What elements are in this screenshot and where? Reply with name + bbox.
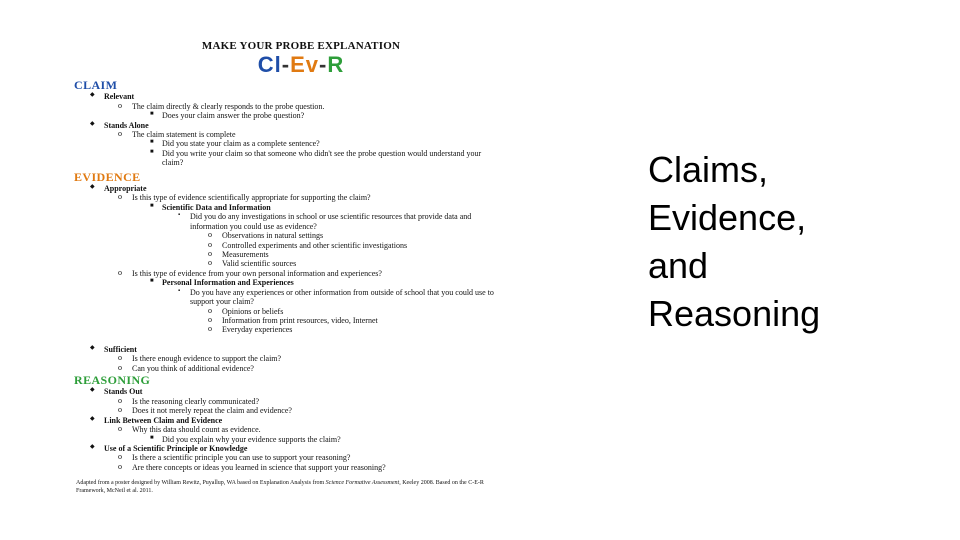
slide-title-line: Reasoning <box>648 293 821 334</box>
evidence-scientific-question: ▪ Did you do any investigations in school or use scientific resources that provide data and information you could use as evidence? <box>66 212 496 231</box>
claim-relevant-sub: o The claim directly & clearly responds to the probe question. <box>66 102 496 111</box>
reasoning-link: ◆ Link Between Claim and Evidence <box>66 416 496 425</box>
evidence-sci-item: o Controlled experiments and other scientific investigations <box>66 241 496 250</box>
evidence-sufficient-item: o Can you think of additional evidence? <box>66 364 496 373</box>
evidence-scientific-data: ■ Scientific Data and Information <box>66 203 496 212</box>
reasoning-list <box>66 387 496 472</box>
claim-sa-question-1: ■ Did you state your claim as a complete sentence? <box>66 139 496 148</box>
footer-line2: Keeley 2008. Based on the C-E-R Framework, McNeil et al. 2011. <box>76 480 484 494</box>
reasoning-principle: ◆ Use of a Scientific Principle or Knowledge <box>66 444 496 453</box>
cl-ev-r-logo: Cl-Ev-R <box>257 51 345 77</box>
evidence-appropriate: ◆ Appropriate <box>66 184 496 193</box>
slide-title-line: Evidence, <box>648 197 807 238</box>
evidence-personal-item: o Information from print resources, video, Internet <box>66 316 496 325</box>
claim-relevant: ◆ Relevant <box>66 92 496 101</box>
logo-cl: Cl <box>257 51 282 77</box>
reasoning-principle-item: o Is there a scientific principle you can use to support your reasoning? <box>66 453 496 462</box>
claim-relevant-question: ■ Does your claim answer the probe question? <box>66 111 496 120</box>
claim-list <box>66 92 496 168</box>
logo-ev: Ev <box>290 51 320 77</box>
reasoning-heading: REASONING <box>74 373 151 388</box>
claim-stands-alone-sub: o The claim statement is complete <box>66 130 496 139</box>
evidence-list <box>66 184 496 373</box>
handout-footer <box>76 480 496 495</box>
evidence-sufficient: ◆ Sufficient <box>66 345 496 354</box>
evidence-appropriate-sub: o Is this type of evidence scientifically appropriate for supporting the claim? <box>66 193 496 202</box>
footer-line1: Adapted from a poster designed by William Rewitz, Puyallup, WA based on Explanation Analysis from <box>76 480 325 487</box>
logo-r: R <box>327 51 345 77</box>
evidence-personal-sub: o Is this type of evidence from your own personal information and experiences? <box>66 269 496 278</box>
slide-title <box>648 146 948 338</box>
evidence-sufficient-item: o Is there enough evidence to support the claim? <box>66 354 496 363</box>
reasoning-so-item: o Does it not merely repeat the claim and evidence? <box>66 406 496 415</box>
reasoning-link-question: ■ Did you explain why your evidence supports the claim? <box>66 435 496 444</box>
evidence-personal-item: o Opinions or beliefs <box>66 307 496 316</box>
evidence-personal-item: o Everyday experiences <box>66 325 496 334</box>
evidence-personal-question: ▪ Do you have any experiences or other information from outside of school that you could use to support your claim? <box>66 288 496 307</box>
reasoning-link-sub: o Why this data should count as evidence. <box>66 425 496 434</box>
reasoning-stands-out: ◆ Stands Out <box>66 387 496 396</box>
claim-sa-question-2: ■ Did you write your claim so that someone who didn't see the probe question would understand your claim? <box>66 149 496 168</box>
claim-heading: CLAIM <box>74 78 118 93</box>
reasoning-principle-item: o Are there concepts or ideas you learned in science that support your reasoning? <box>66 463 496 472</box>
evidence-sci-item: o Observations in natural settings <box>66 231 496 240</box>
evidence-personal: ■ Personal Information and Experiences <box>66 278 496 287</box>
spacer <box>66 335 496 345</box>
cer-handout-image <box>66 40 496 494</box>
evidence-sci-item: o Measurements <box>66 250 496 259</box>
slide-title-line: Claims, <box>648 149 769 190</box>
slide-title-line: and <box>648 245 709 286</box>
footer-italic: Science Formative Assessment, <box>325 480 401 487</box>
evidence-sci-item: o Valid scientific sources <box>66 259 496 268</box>
handout-title: MAKE YOUR PROBE EXPLANATION <box>201 40 401 52</box>
reasoning-so-item: o Is the reasoning clearly communicated? <box>66 397 496 406</box>
evidence-heading: EVIDENCE <box>74 169 141 184</box>
claim-stands-alone: ◆ Stands Alone <box>66 121 496 130</box>
